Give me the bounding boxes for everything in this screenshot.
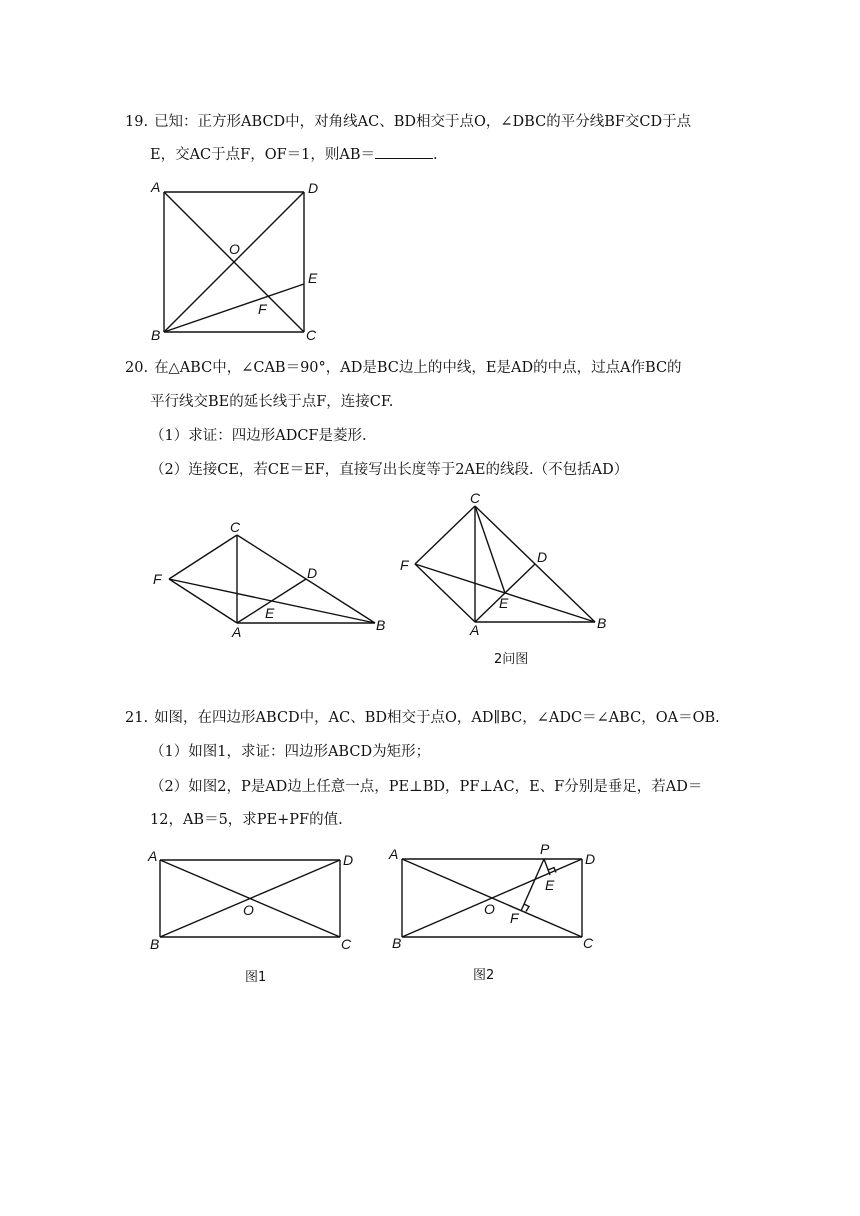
q20-figure-2 [395, 490, 620, 640]
q20-f2-label-c: C [470, 490, 481, 506]
q19-label-f: F [258, 301, 267, 317]
q21-text-line1: 如图，在四边形ABCD中，AC、BD相交于点O，AD∥BC，∠ADC＝∠ABC，OA＝OB. [154, 710, 720, 726]
q21-figure-2-caption: 图2 [473, 968, 495, 983]
q20-f1-label-d: D [307, 565, 318, 581]
q21-f2-label-o: O [484, 901, 495, 917]
q20-part1 [150, 426, 367, 446]
q21-f1-label-b: B [150, 936, 160, 952]
q19-label-o: O [229, 241, 240, 257]
q19-text-line2-end: . [433, 147, 438, 163]
q21-part2-cont [150, 810, 343, 830]
q21-number: 21. [125, 710, 149, 726]
q20-f2-label-d: D [537, 549, 548, 565]
q21-f2-label-f: F [510, 910, 519, 926]
q19-label-e: E [308, 270, 318, 286]
q21-figure-1 [145, 845, 365, 960]
q21-part2 [150, 777, 702, 797]
q21-f1-label-c: C [341, 936, 352, 952]
q20-text-line2: 平行线交BE的延长线于点F，连接CF. [150, 394, 394, 410]
q20-figure-2-caption: 2问图 [494, 652, 529, 667]
q20-line2 [150, 392, 393, 412]
q20-f1-label-e: E [265, 605, 275, 621]
q21-figure-1-caption: 图1 [245, 970, 267, 985]
q21-f2-label-b: B [392, 935, 402, 951]
q19-line1 [125, 112, 691, 132]
q21-part1-text: （1）如图1，求证：四边形ABCD为矩形； [150, 744, 431, 760]
q19-label-b: B [151, 327, 161, 343]
q21-part1 [150, 742, 430, 762]
q21-part2-text: （2）如图2，P是AD边上任意一点，PE⊥BD，PF⊥AC，E、F分别是垂足，若AD＝ [150, 779, 703, 795]
q19-line2 [150, 144, 438, 165]
answer-blank [375, 144, 433, 159]
q21-line1 [125, 708, 720, 728]
q21-f2-label-a: A [389, 846, 399, 862]
q21-f2-label-d: D [585, 851, 596, 867]
q20-number: 20. [125, 360, 149, 376]
q20-part1-text: （1）求证：四边形ADCF是菱形. [150, 428, 367, 444]
q21-f2-label-c: C [583, 935, 594, 951]
q21-f2-label-e: E [545, 877, 555, 893]
q19-text-line1: 已知：正方形ABCD中，对角线AC、BD相交于点O，∠DBC的平分线BF交CD于点 [154, 114, 692, 130]
q20-text-line1: 在△ABC中，∠CAB＝90°，AD是BC边上的中线，E是AD的中点，过点A作BC的 [154, 360, 682, 376]
q19-label-d: D [308, 180, 319, 196]
q20-f1-label-b: B [376, 617, 386, 633]
q19-text-line2: E，交AC于点F，OF＝1，则AB＝ [150, 147, 376, 163]
q21-f2-label-p: P [540, 841, 550, 857]
q19-square-figure [145, 180, 335, 350]
q20-f2-label-e: E [499, 595, 509, 611]
q20-line1 [125, 358, 682, 378]
q21-figure-2 [385, 840, 600, 960]
q20-f2-label-a: A [470, 622, 480, 638]
q21-part2-text-cont: 12，AB＝5，求PE+PF的值. [150, 812, 343, 828]
q20-f1-label-a: A [232, 624, 242, 640]
q19-label-c: C [306, 327, 317, 343]
q20-f2-label-f: F [400, 557, 409, 573]
q20-f1-label-c: C [230, 519, 241, 535]
q19-number: 19. [125, 114, 149, 130]
q20-f1-label-f: F [153, 571, 162, 587]
q20-part2 [150, 460, 628, 480]
q21-f1-label-o: O [243, 902, 254, 918]
q21-f1-label-d: D [343, 852, 354, 868]
q20-figure-1 [150, 520, 395, 645]
q20-f2-label-b: B [597, 615, 607, 631]
q20-part2-text: （2）连接CE，若CE＝EF，直接写出长度等于2AE的线段.（不包括AD） [150, 462, 629, 478]
q21-f1-label-a: A [148, 848, 158, 864]
q19-label-a: A [151, 179, 161, 195]
